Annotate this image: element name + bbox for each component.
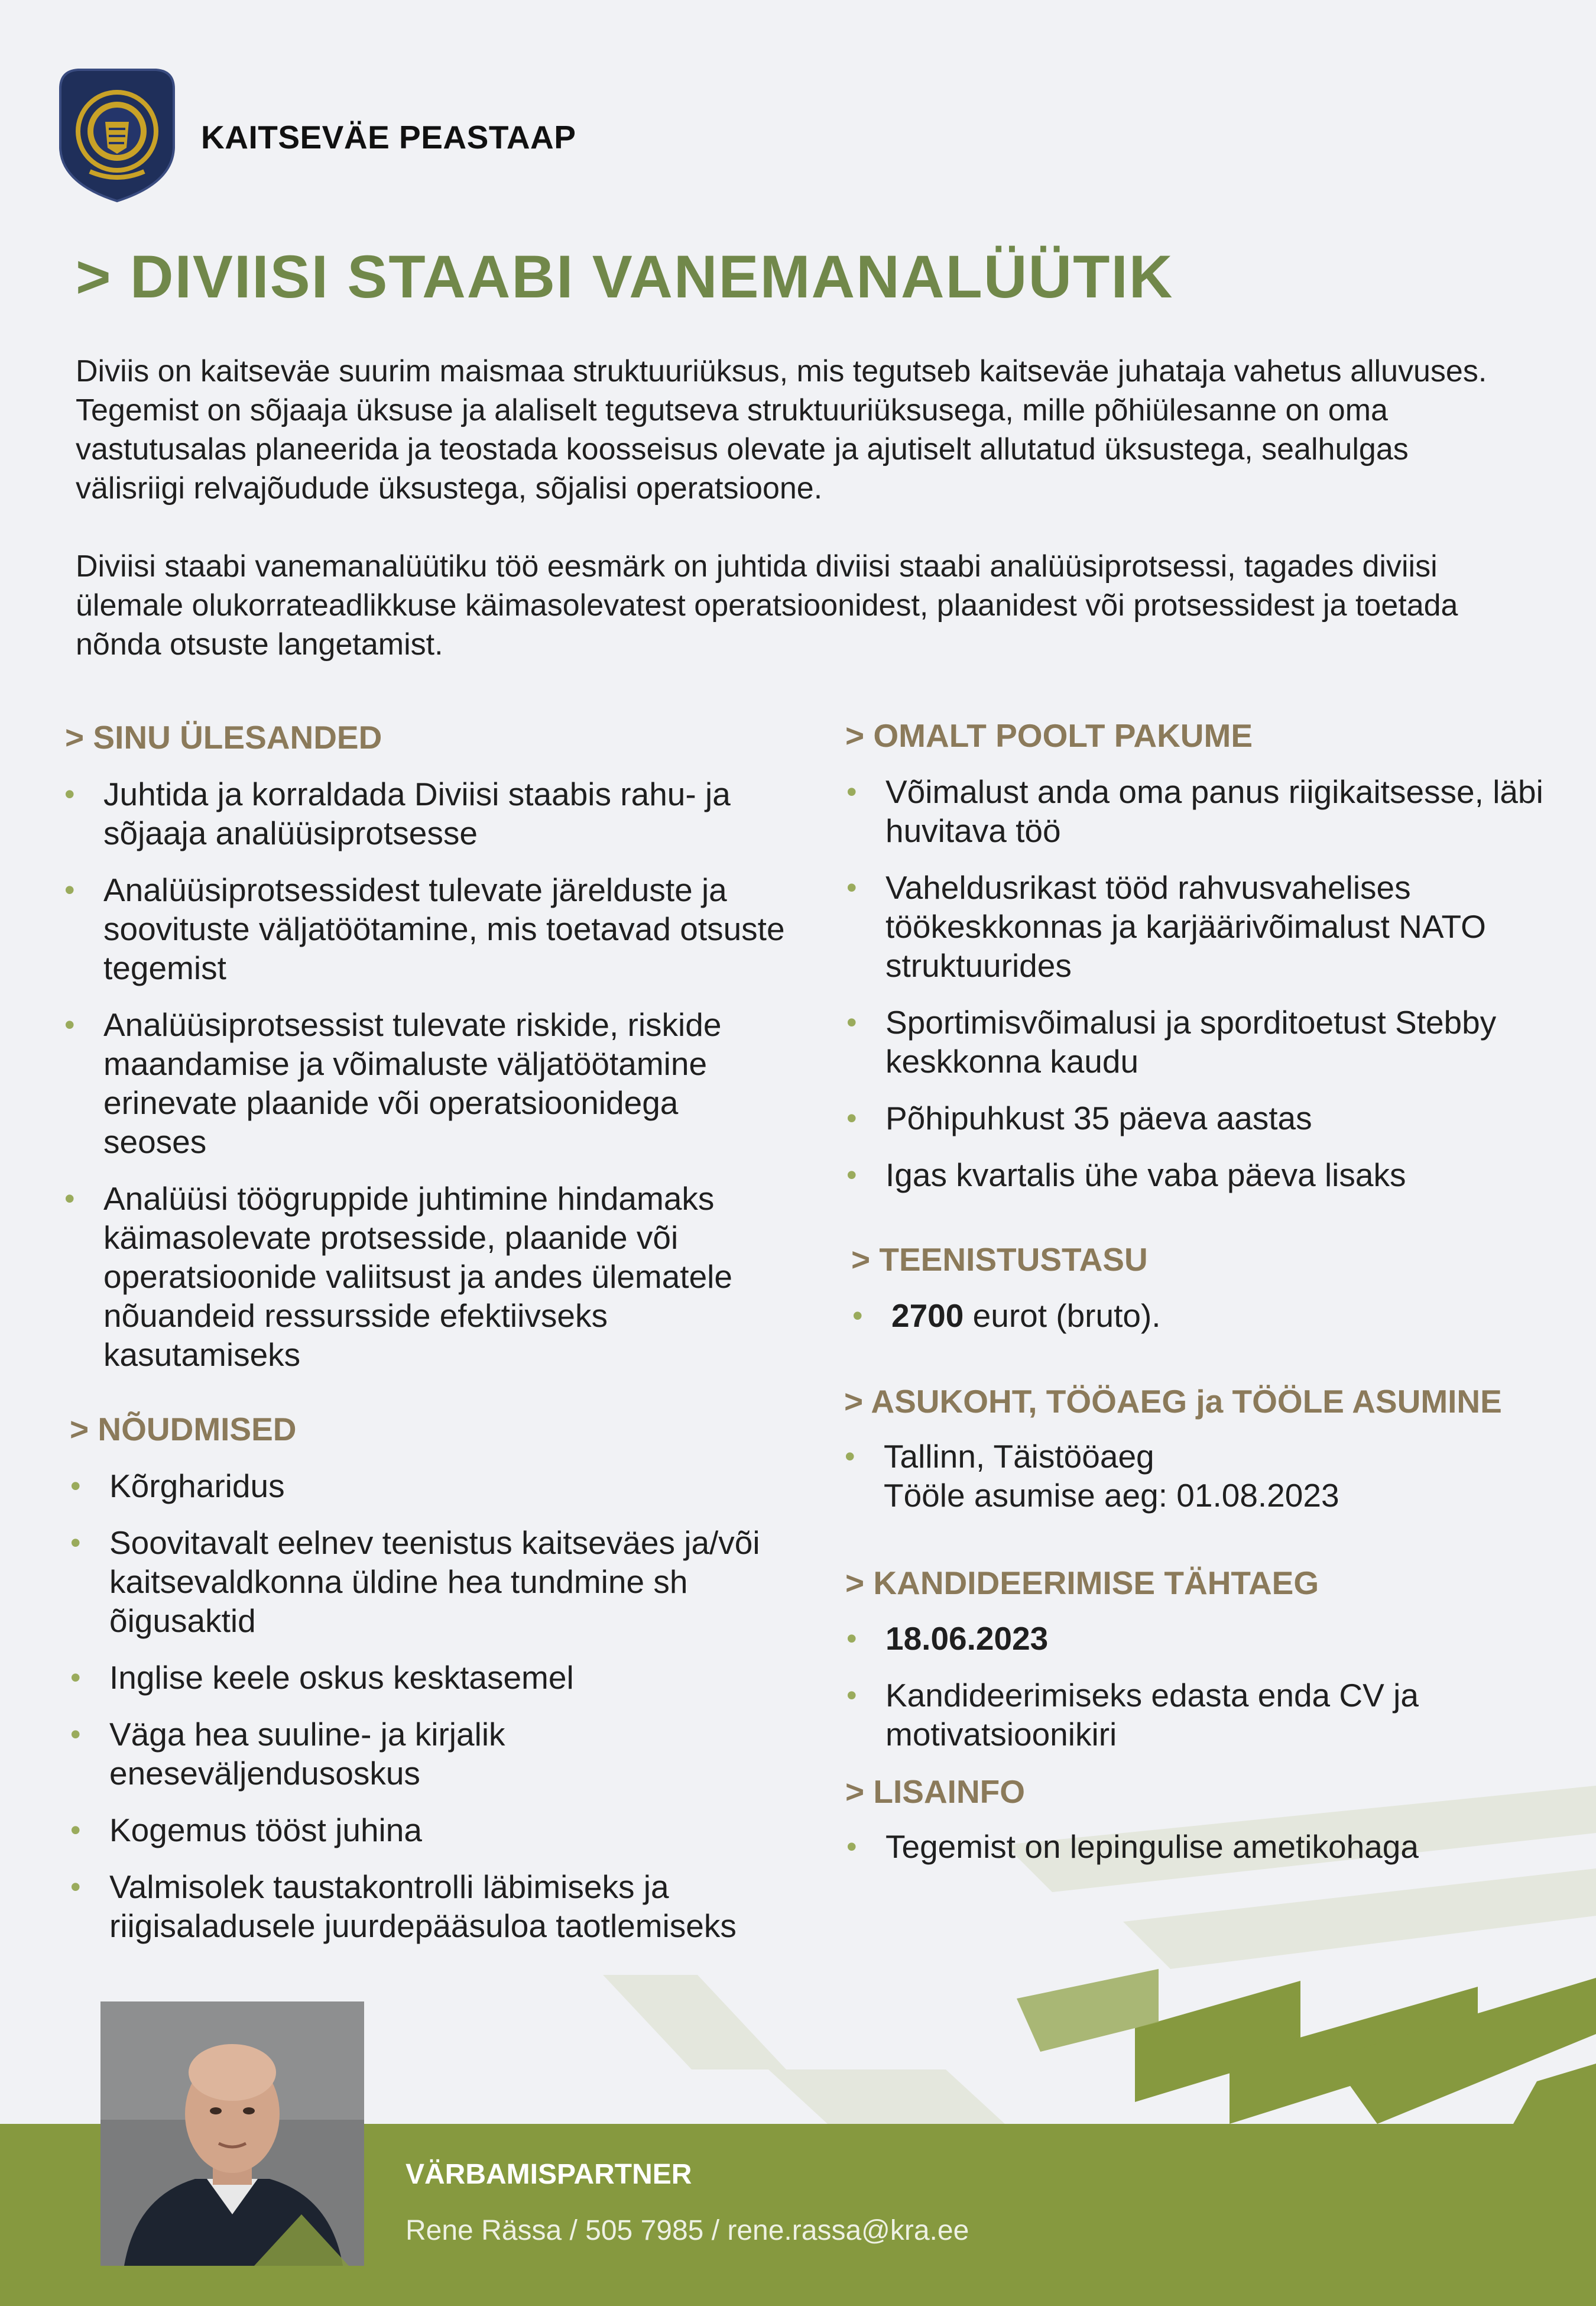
requirements-heading: > NÕUDMISED bbox=[70, 1411, 297, 1447]
list-item: • Inglise keele oskus kesktasemel bbox=[70, 1659, 574, 1696]
list-item: • Väga hea suuline- ja kirjalik eneseväljendusoskus bbox=[70, 1716, 505, 1792]
list-item: • Vaheldusrikast tööd rahvusvahelises töökeskkonnas ja karjäärivõimalust NATO struktuurides bbox=[846, 869, 1486, 984]
person-portrait-icon bbox=[100, 2001, 364, 2266]
bullet-icon: • bbox=[70, 1469, 81, 1502]
bullet-icon: • bbox=[64, 1182, 75, 1215]
salary-heading: > TEENISTUSTASU bbox=[851, 1241, 1148, 1278]
bullet-icon: • bbox=[64, 1008, 75, 1041]
location-list bbox=[845, 1437, 1563, 1515]
job-title: > DIVIISI STAABI VANEMANALÜÜTIK bbox=[76, 243, 1174, 310]
tasks-heading: > SINU ÜLESANDED bbox=[65, 719, 382, 756]
bullet-icon: • bbox=[70, 1718, 81, 1751]
location-heading: > ASUKOHT, TÖÖAEG ja TÖÖLE ASUMINE bbox=[844, 1383, 1502, 1420]
bullet-icon: • bbox=[70, 1813, 81, 1847]
bullet-icon: • bbox=[846, 1622, 857, 1655]
kaitsevae-shield-logo bbox=[54, 65, 180, 205]
list-item: • Analüüsiprotsessidest tulevate järelduste ja soovituste väljatöötamine, mis toetavad otsuste tegemist bbox=[64, 872, 785, 986]
recruiter-photo bbox=[100, 2001, 364, 2266]
list-item: • Tallinn, Täistööaeg Tööle asumise aeg: 01.08.2023 bbox=[845, 1438, 1339, 1514]
bullet-icon: • bbox=[846, 1102, 857, 1135]
deadline-heading: > KANDIDEERIMISE TÄHTAEG bbox=[845, 1565, 1319, 1601]
list-item: • Soovitavalt eelnev teenistus kaitseväes ja/või kaitsevaldkonna üldine hea tundmine sh õigusaktid bbox=[70, 1524, 760, 1639]
list-item: • Igas kvartalis ühe vaba päeva lisaks bbox=[846, 1157, 1406, 1193]
list-item: • Kandideerimiseks edasta enda CV ja motivatsioonikiri bbox=[846, 1677, 1419, 1753]
bullet-icon: • bbox=[70, 1661, 81, 1694]
deadline-date: 18.06.2023 bbox=[885, 1620, 1049, 1657]
intro-paragraph-2: Diviisi staabi vanemanalüütiku töö eesmärk on juhtida diviisi staabi analüüsiprotsessi, tagades diviisi ülemale olukorrateadlikkuse käimasolevatest operatsioonidest, plaanidest või protsessidest ja toetada nõnda otsuste langetamist. bbox=[76, 549, 1458, 662]
bullet-icon: • bbox=[70, 1526, 81, 1559]
deadline-list bbox=[846, 1619, 1565, 1754]
list-item: • Analüüsi töögruppide juhtimine hindamaks käimasolevate protsesside, plaanide või operatsioonide valiitsust ja andes ülematele nõuandeid ressursside efektiivseks kasutamiseks bbox=[64, 1180, 732, 1373]
bullet-icon: • bbox=[845, 1440, 855, 1473]
bullet-icon: • bbox=[846, 775, 857, 808]
tasks-list bbox=[64, 775, 789, 1374]
bullet-icon: • bbox=[64, 873, 75, 906]
bullet-icon: • bbox=[846, 1679, 857, 1712]
list-item: • Sportimisvõimalusi ja sporditoetust Stebby keskkonna kaudu bbox=[846, 1004, 1497, 1080]
salary-list bbox=[852, 1296, 1553, 1335]
intro-paragraph-1: Diviis on kaitseväe suurim maismaa struktuuriüksus, mis tegutseb kaitseväe juhataja vahetus alluvuses. Tegemist on sõjaaja üksuse ja alaliselt tegutseva struktuuriüksusega, mille põhiülesanne on oma vastutusalas planeerida ja teostada koosseisus olevate ja ajutiselt allutatud üksustega, sealhulgas välisriigi relvajõudude üksustega, sõjalisi operatsioone. bbox=[76, 354, 1487, 506]
salary-amount: 2700 bbox=[891, 1297, 964, 1334]
offer-list bbox=[846, 772, 1565, 1194]
list-item: • Põhipuhkust 35 päeva aastas bbox=[846, 1100, 1312, 1136]
offer-heading: > OMALT POOLT PAKUME bbox=[845, 717, 1253, 754]
bullet-icon: • bbox=[846, 1158, 857, 1191]
recruitment-partner-label: VÄRBAMISPARTNER bbox=[406, 2159, 692, 2190]
extra-info-heading: > LISAINFO bbox=[845, 1773, 1026, 1810]
list-item: • Võimalust anda oma panus riigikaitsesse, läbi huvitava töö bbox=[846, 773, 1543, 849]
recruiter-contact[interactable]: Rene Rässa / 505 7985 / rene.rassa@kra.ee bbox=[406, 2215, 969, 2246]
bullet-icon: • bbox=[70, 1870, 81, 1903]
bullet-icon: • bbox=[846, 1830, 857, 1863]
bullet-icon: • bbox=[64, 778, 75, 811]
list-item: • Kõrgharidus bbox=[70, 1468, 285, 1504]
organization-name: KAITSEVÄE PEASTAAP bbox=[201, 119, 576, 156]
list-item: • Valmisolek taustakontrolli läbimiseks ja riigisaladusele juurdepääsuloa taotlemiseks bbox=[70, 1868, 737, 1944]
extra-info-list bbox=[846, 1827, 1565, 1866]
bullet-icon: • bbox=[852, 1299, 863, 1332]
bullet-icon: • bbox=[846, 871, 857, 904]
list-item: • Tegemist on lepingulise ametikohaga bbox=[846, 1828, 1419, 1865]
list-item bbox=[846, 1619, 1565, 1658]
list-item: • Juhtida ja korraldada Diviisi staabis rahu- ja sõjaaja analüüsiprotsesse bbox=[64, 776, 731, 851]
requirements-list bbox=[70, 1466, 789, 1945]
list-item: • Kogemus tööst juhina bbox=[70, 1812, 422, 1848]
bullet-icon: • bbox=[846, 1006, 857, 1039]
list-item: • Analüüsiprotsessist tulevate riskide, riskide maandamise ja võimaluste väljatöötamine erinevate plaanide või operatsioonidega seoses bbox=[64, 1006, 722, 1160]
list-item: • 2700 eurot (bruto). bbox=[852, 1297, 1161, 1334]
